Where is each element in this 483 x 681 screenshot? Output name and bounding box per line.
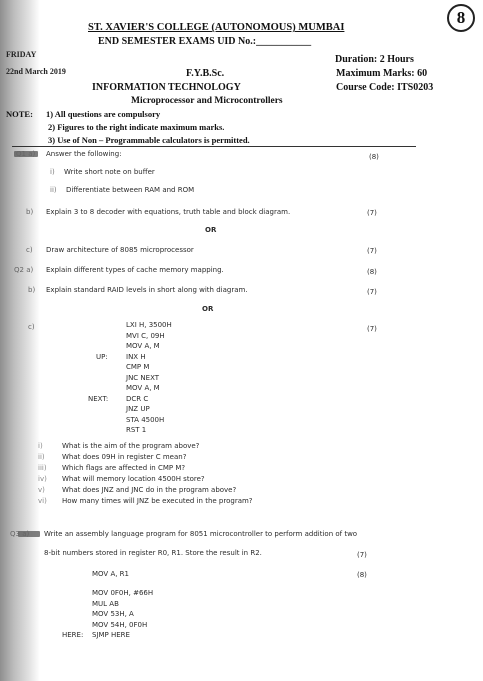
program-1: [88, 320, 228, 436]
q1a-ii-number: ii): [50, 186, 57, 194]
q1a-number: Q1 a): [16, 150, 36, 158]
q2b-marks: (7): [367, 288, 377, 296]
course-code: Course Code: ITS0203: [336, 82, 434, 93]
code-line: JNZ UP: [126, 405, 150, 413]
list-item: i) What is the aim of the program above?: [38, 442, 200, 450]
q1c-text: Draw architecture of 8085 microprocessor: [46, 246, 194, 254]
q1a-marks: (8): [369, 153, 379, 161]
note-item-1: 1) All questions are compulsory: [46, 109, 161, 119]
code-line: CMP M: [126, 363, 150, 371]
q1b-text: Explain 3 to 8 decoder with equations, truth table and block diagram.: [46, 208, 291, 216]
code-line: MOV 53H, A: [92, 610, 134, 618]
code-line: MOV 0F0H, #66H: [92, 589, 154, 597]
max-marks: Maximum Marks: 60: [336, 68, 428, 79]
code-line: NEXT: DCR C: [88, 394, 149, 403]
department: INFORMATION TECHNOLOGY: [92, 82, 241, 93]
note-item-2: 2) Figures to the right indicate maximum marks.: [48, 122, 225, 132]
page-number-circle: 8: [447, 4, 475, 32]
exam-title: END SEMESTER EXAMS UID No.:___________: [98, 36, 312, 47]
q2a-marks: (8): [367, 268, 377, 276]
q2a-number: Q2 a): [14, 266, 34, 274]
q2a-text: Explain different types of cache memory mapping.: [46, 266, 224, 274]
list-item: ii) What does 09H in register C mean?: [38, 453, 187, 461]
or-separator-2: OR: [202, 305, 214, 313]
code-line: MUL AB: [92, 599, 119, 608]
subquestion-list: [38, 441, 338, 507]
q1a-i-number: i): [50, 168, 55, 176]
paper-title: Microprocessor and Microcontrollers: [131, 96, 283, 106]
q3-marks-b: (8): [357, 571, 367, 579]
q2b-number: b): [28, 286, 36, 294]
or-separator-1: OR: [205, 226, 217, 234]
q2b-text: Explain standard RAID levels in short along with diagram.: [46, 286, 248, 294]
list-item: v) What does JNZ and JNC do in the program above?: [38, 486, 237, 494]
duration: Duration: 2 Hours: [335, 54, 414, 65]
q1b-marks: (7): [367, 209, 377, 217]
note-item-3: 3) Use of Non – Programmable calculators is permitted.: [48, 135, 250, 145]
code-line: RST 1: [126, 426, 147, 434]
q1c-marks: (7): [367, 247, 377, 255]
q3-first-line: MOV A, R1: [92, 570, 129, 578]
code-line: MOV A, M: [126, 342, 160, 350]
code-line: MOV 54H, 0F0H: [92, 620, 148, 629]
college-name: ST. XAVIER'S COLLEGE (AUTONOMOUS) MUMBAI: [88, 22, 345, 33]
code-line: JNC NEXT: [126, 373, 160, 382]
q1a-ii-text: Differentiate between RAM and ROM: [66, 186, 195, 194]
code-line: HERE: SJMP HERE: [62, 631, 130, 639]
list-item: iv) What will memory location 4500H store?: [38, 475, 205, 483]
q1b-number: b): [26, 208, 34, 216]
code-line: UP: INX H: [96, 352, 146, 361]
exam-day: FRIDAY: [6, 50, 37, 59]
program-2: [62, 588, 228, 641]
header-divider: [12, 146, 416, 147]
code-line: MVI C, 09H: [126, 331, 165, 340]
q1a-i-text: Write short note on buffer: [64, 168, 155, 176]
q2c-number: c): [28, 323, 35, 331]
q1c-number: c): [26, 246, 33, 254]
exam-date: 22nd March 2019: [6, 67, 66, 76]
code-line: MOV A, M: [126, 384, 160, 392]
q3-number: Q3 a): [10, 530, 30, 538]
note-label: NOTE:: [6, 109, 33, 119]
q1a-text: Answer the following:: [46, 150, 122, 158]
page-binding-shadow: [0, 0, 40, 681]
q3-text-line-2: 8-bit numbers stored in register R0, R1. Store the result in R2.: [44, 549, 262, 557]
q3-marks-a: (7): [357, 551, 367, 559]
list-item: vi) How many times will JNZ be executed in the program?: [38, 497, 253, 505]
q2c-marks: (7): [367, 325, 377, 333]
list-item: iii) Which flags are affected in CMP M?: [38, 464, 186, 472]
q3-text-line-1: Write an assembly language program for 8051 microcontroller to perform addition of two: [44, 530, 358, 538]
class-name: F.Y.B.Sc.: [186, 68, 225, 79]
code-line: STA 4500H: [126, 415, 165, 424]
code-line: LXI H, 3500H: [126, 321, 172, 329]
